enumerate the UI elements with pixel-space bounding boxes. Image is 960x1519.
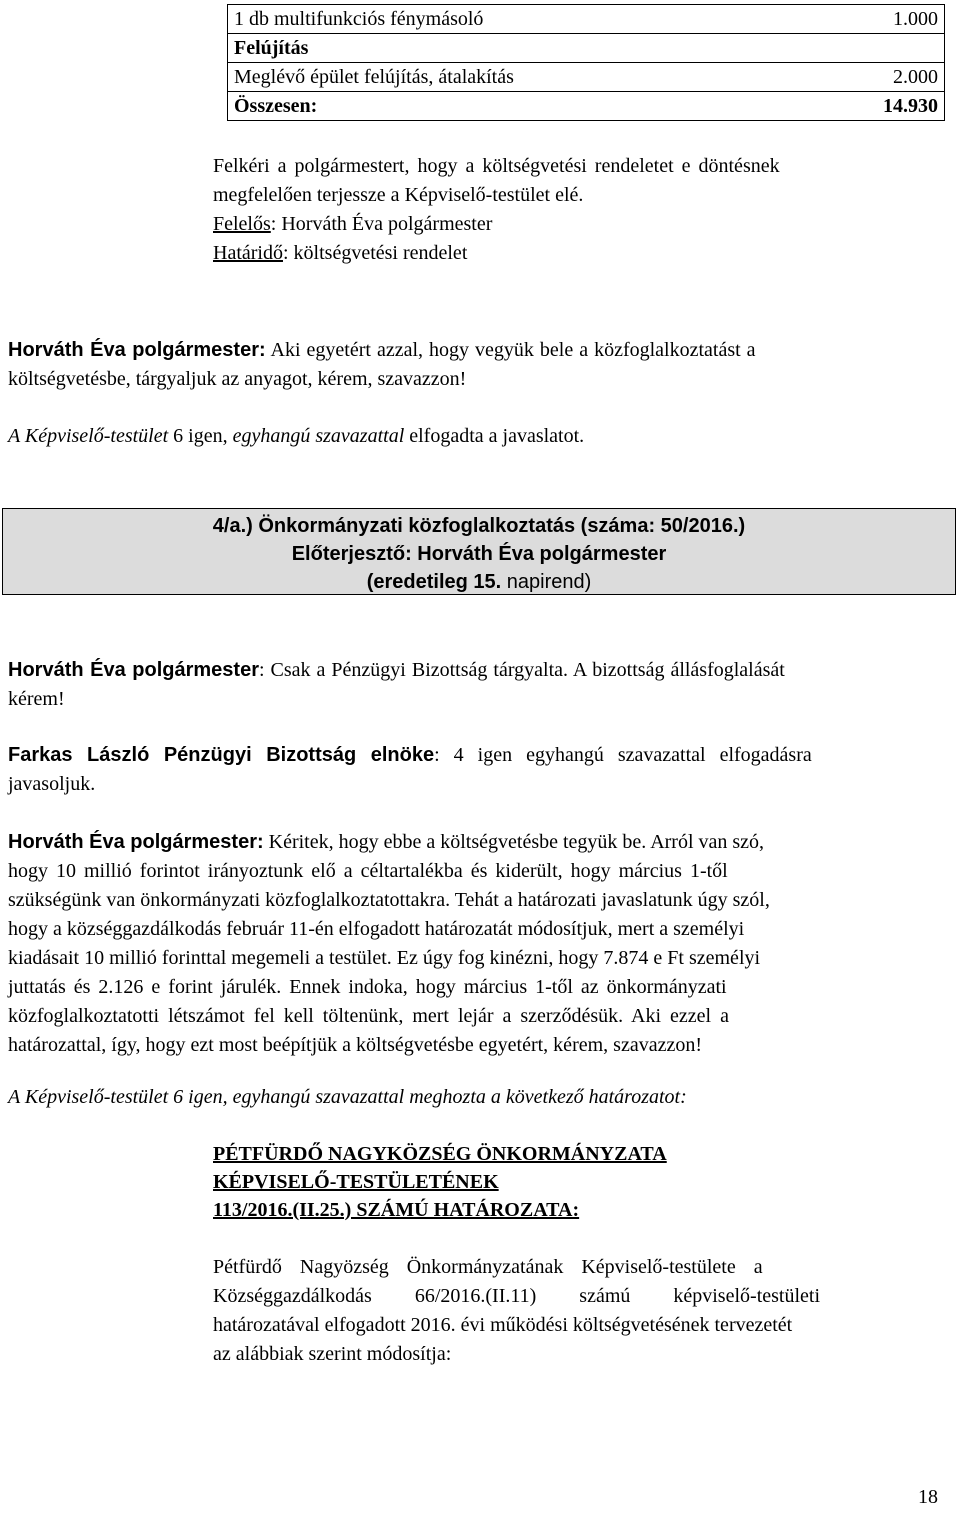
text: elfogadta a javaslatot.	[404, 425, 585, 447]
vote-1	[8, 422, 944, 451]
resolution-title-3: 113/2016.(II.25.) SZÁMÚ HATÁROZATA:	[213, 1199, 580, 1221]
speaker-name: Horváth Éva polgármester:	[8, 831, 264, 853]
row-amount: 14.930	[852, 92, 945, 121]
para-line: kiadásait 10 millió forinttal megemeli a testület. Ez úgy fog kinézni, hogy 7.874 e Ft személyi	[8, 947, 761, 969]
paragraph-2	[8, 656, 944, 714]
text: (eredetileg 15.	[366, 571, 502, 593]
para-line	[8, 741, 944, 770]
speaker-name: Horváth Éva polgármester	[8, 659, 259, 681]
body-line: Községgazdálkodás 66/2016.(II.11) számú képviselő-testületi	[213, 1285, 821, 1307]
request-block	[213, 152, 943, 268]
table-row	[228, 92, 945, 121]
deadline-label: Határidő	[213, 242, 283, 264]
text: : 4 igen egyhangú szavazattal elfogadásra	[434, 744, 812, 766]
row-label: Felújítás	[228, 34, 853, 63]
page-number: 18	[918, 1486, 938, 1508]
text: 6 igen,	[168, 425, 233, 447]
request-line-1	[213, 152, 943, 181]
deadline-line	[213, 239, 943, 268]
table-row	[228, 5, 945, 34]
text: : Csak a Pénzügyi Bizottság tárgyalta. A bizottság állásfoglalását	[258, 659, 785, 681]
agenda-box	[2, 508, 956, 595]
agenda-presenter: Előterjesztő: Horváth Éva polgármester	[291, 543, 667, 565]
para-line	[8, 656, 944, 685]
text: Kéritek, hogy ebbe a költségvetésbe tegyük be. Arról van szó,	[263, 831, 765, 853]
text: Aki egyetért azzal, hogy vegyük bele a közfoglalkoztatást a	[265, 339, 756, 361]
body-line: Pétfürdő Nagyözség Önkormányzatának Képviselő-testülete a	[213, 1256, 763, 1278]
text: Felkéri a polgármestert, hogy a költségvetési rendeletet e döntésnek	[213, 155, 780, 177]
agenda-title: 4/a.) Önkormányzati közfoglalkoztatás (száma: 50/2016.)	[212, 515, 746, 537]
responsible-line	[213, 210, 943, 239]
text: napirend)	[501, 571, 592, 593]
text: egyhangú szavazattal	[232, 425, 405, 447]
deadline-value: : költségvetési rendelet	[282, 242, 468, 264]
para-line: szükségünk van önkormányzati közfoglalkoztatottakra. Tehát a határozati javaslatunk úgy szól,	[8, 889, 770, 911]
resolution-title-2: KÉPVISELŐ-TESTÜLETÉNEK	[213, 1171, 499, 1193]
para-line: juttatás és 2.126 e forint járulék. Ennek indoka, hogy március 1-től az önkormányzati	[8, 976, 727, 998]
row-label: Meglévő épület felújítás, átalakítás	[228, 63, 853, 92]
row-amount: 2.000	[852, 63, 945, 92]
request-line-2: megfelelően terjessze a Képviselő-testület elé.	[213, 184, 584, 206]
agenda-original	[3, 568, 955, 596]
responsible-value: : Horváth Éva polgármester	[270, 213, 493, 235]
para-line: költségvetésbe, tárgyaljuk az anyagot, kérem, szavazzon!	[8, 368, 467, 390]
para-line	[8, 336, 944, 365]
budget-table	[227, 4, 945, 121]
para-line: hogy 10 millió forintot irányoztunk elő a céltartalékba és kiderült, hogy március 1-től	[8, 860, 728, 882]
row-amount: 1.000	[852, 5, 945, 34]
paragraph-3	[8, 741, 944, 799]
resolution-title-1: PÉTFÜRDŐ NAGYKÖZSÉG ÖNKORMÁNYZATA	[213, 1143, 667, 1165]
speaker-name: Farkas László Pénzügyi Bizottság elnöke	[8, 744, 435, 766]
para-line	[8, 828, 944, 857]
row-amount	[852, 34, 945, 63]
responsible-label: Felelős	[213, 213, 271, 235]
para-line: javasoljuk.	[8, 773, 96, 795]
speaker-name: Horváth Éva polgármester:	[8, 339, 266, 361]
text: A Képviselő-testület	[8, 425, 169, 447]
body-line: határozatával elfogadott 2016. évi működési költségvetésének tervezetét	[213, 1314, 793, 1336]
resolution-title	[213, 1140, 667, 1224]
para-line: közfoglalkoztatotti létszámot fel kell töltenünk, mert lejár a szerződésük. Aki ezzel a	[8, 1005, 729, 1027]
table-row	[228, 63, 945, 92]
para-line: kérem!	[8, 688, 65, 710]
paragraph-1	[8, 336, 944, 394]
paragraph-4	[8, 828, 944, 1060]
table-row	[228, 34, 945, 63]
body-line: az alábbiak szerint módosítja:	[213, 1343, 452, 1365]
row-label: 1 db multifunkciós fénymásoló	[228, 5, 853, 34]
resolution-body	[213, 1253, 943, 1369]
para-line: hogy a községgazdálkodás február 11-én elfogadott határozatát módosítjuk, mert a személyi	[8, 918, 745, 940]
para-line: határozattal, így, hogy ezt most beépítjük a költségvetésbe egyetért, kérem, szavazzon!	[8, 1034, 702, 1056]
vote-2: A Képviselő-testület 6 igen, egyhangú szavazattal meghozta a következő határozatot:	[8, 1086, 687, 1108]
row-label: Összesen:	[228, 92, 853, 121]
